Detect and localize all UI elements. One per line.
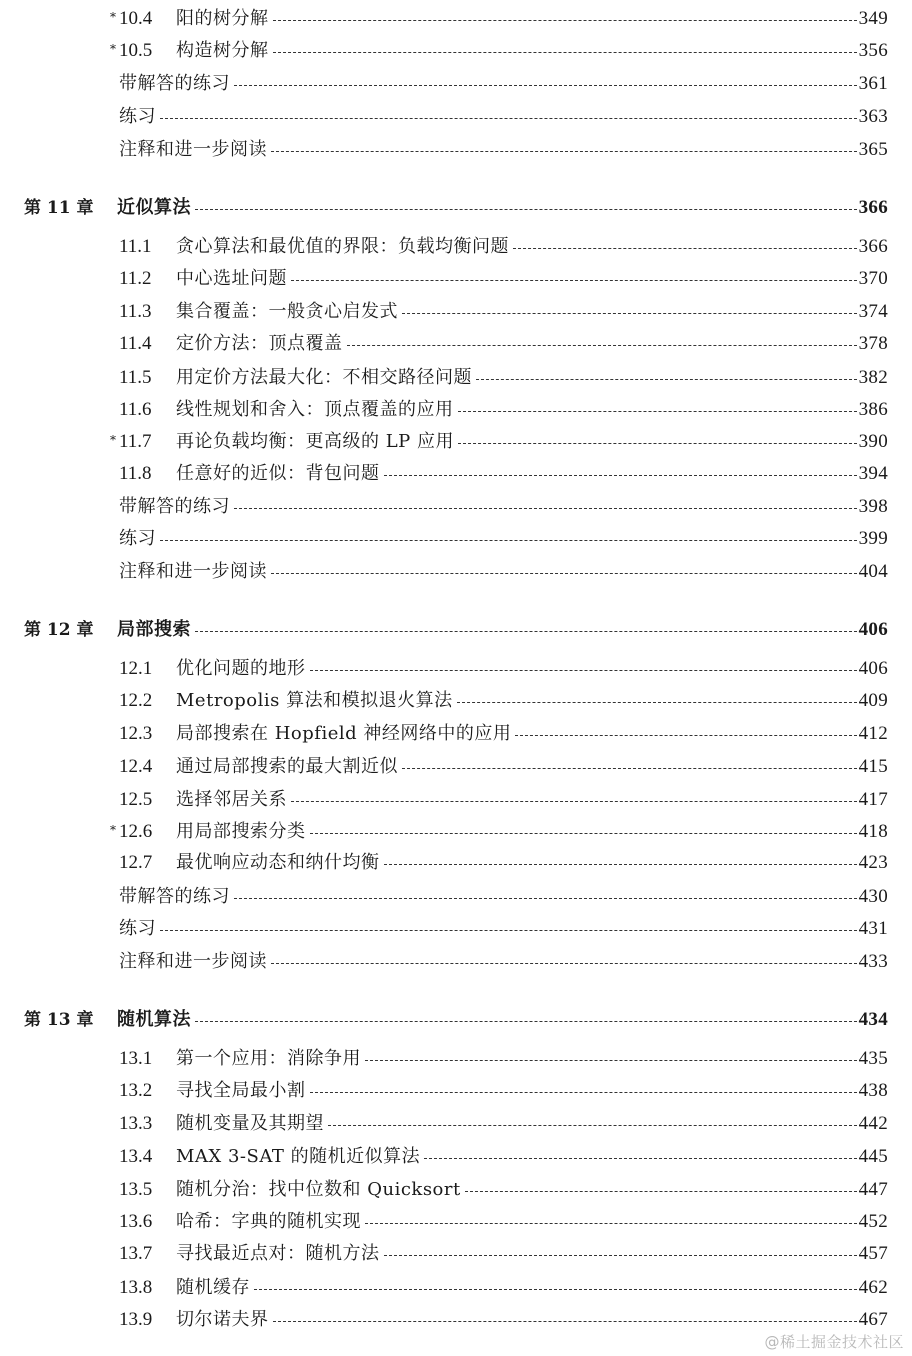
dot-leader [347,345,857,346]
dot-leader [271,573,857,574]
dot-leader [234,85,857,86]
entry-number: 13.6 [119,1211,153,1232]
entry-title: 注释和进一步阅读 [119,561,267,582]
entry-title: 任意好的近似：背包问题 [176,463,380,484]
page-number: 445 [858,1146,888,1167]
entry-title: 寻找最近点对：随机方法 [176,1243,380,1264]
entry-title: 优化问题的地形 [176,658,306,679]
entry-number: 13.1 [119,1048,153,1069]
entry-number: 13.7 [119,1243,153,1264]
toc-section-entry[interactable] [0,329,888,359]
page-number: 467 [858,1309,888,1330]
entry-title: 随机分治：找中位数和 Quicksort [176,1179,461,1200]
toc-section-entry[interactable] [0,719,888,749]
entry-number: 11.3 [119,301,152,322]
entry-number: 12.3 [119,723,153,744]
toc-misc-entry[interactable] [0,102,888,132]
page-number: 378 [858,333,888,354]
toc-section-entry[interactable] [0,264,888,294]
entry-title: 练习 [119,918,156,939]
entry-title: 最优响应动态和纳什均衡 [176,852,380,873]
dot-leader [271,151,857,152]
toc-misc-entry[interactable] [0,557,888,587]
watermark: @稀土掘金技术社区 [764,1333,904,1351]
optional-section-star-icon: * [110,823,116,837]
entry-title: 用定价方法最大化：不相交路径问题 [176,367,472,388]
page-number: 423 [858,852,888,873]
entry-title: 随机算法 [117,1009,191,1030]
toc-section-entry[interactable] [0,686,888,716]
entry-title: 线性规划和舍入：顶点覆盖的应用 [176,399,454,420]
dot-leader [365,1223,857,1224]
dot-leader [402,313,857,314]
entry-title: 近似算法 [117,197,191,218]
page-number: 452 [858,1211,888,1232]
page-number: 399 [858,528,888,549]
toc-section-entry[interactable] [0,36,888,66]
entry-number: 12.7 [119,852,153,873]
page-number: 349 [858,8,888,29]
entry-number: 11.4 [119,333,152,354]
toc-chapter-entry[interactable] [0,193,888,223]
toc-section-entry[interactable] [0,1044,888,1074]
entry-number: 第 11 章 [24,198,94,218]
toc-misc-entry[interactable] [0,69,888,99]
dot-leader [195,631,857,632]
page-number: 390 [858,431,888,452]
entry-title: 第一个应用：消除争用 [176,1048,361,1069]
toc-section-entry[interactable] [0,817,888,847]
page-number: 417 [858,789,888,810]
dot-leader [273,20,857,21]
dot-leader [310,1092,857,1093]
dot-leader [291,801,857,802]
toc-section-entry[interactable] [0,1207,888,1237]
entry-title: 集合覆盖：一般贪心启发式 [176,301,398,322]
entry-number: 10.4 [119,8,153,29]
entry-title: 局部搜索 [117,619,191,640]
toc-section-entry[interactable] [0,654,888,684]
toc-misc-entry[interactable] [0,914,888,944]
entry-number: 12.5 [119,789,153,810]
entry-number: 11.1 [119,236,152,257]
entry-title: 寻找全局最小割 [176,1080,306,1101]
entry-title: 中心选址问题 [176,268,287,289]
entry-number: 13.9 [119,1309,153,1330]
entry-title: 用局部搜索分类 [176,821,306,842]
optional-section-star-icon: * [110,42,116,56]
toc-section-entry[interactable] [0,1109,888,1139]
entry-number: 第 12 章 [24,620,94,640]
dot-leader [234,898,857,899]
entry-title: 贪心算法和最优值的界限：负载均衡问题 [176,236,509,257]
toc-section-entry[interactable] [0,395,888,425]
page-number: 365 [858,139,888,160]
page-number: 434 [858,1009,888,1030]
entry-number: 13.5 [119,1179,153,1200]
toc-section-entry[interactable] [0,1305,888,1335]
entry-number: 13.4 [119,1146,153,1167]
entry-title: 阳的树分解 [176,8,269,29]
toc-section-entry[interactable] [0,1142,888,1172]
page-number: 394 [858,463,888,484]
toc-chapter-entry[interactable] [0,1005,888,1035]
entry-number: 11.8 [119,463,152,484]
entry-title: 练习 [119,106,156,127]
toc-section-entry[interactable] [0,4,888,34]
page-number: 382 [858,367,888,388]
toc-misc-entry[interactable] [0,524,888,554]
page-number: 412 [858,723,888,744]
toc-section-entry[interactable] [0,363,888,393]
entry-number: 13.3 [119,1113,153,1134]
page-number: 447 [858,1179,888,1200]
dot-leader [291,280,857,281]
entry-number: 12.6 [119,821,153,842]
dot-leader [195,1021,857,1022]
dot-leader [476,379,857,380]
toc-section-entry[interactable] [0,427,888,457]
page-number: 370 [858,268,888,289]
dot-leader [273,1321,857,1322]
entry-title: 练习 [119,528,156,549]
toc-section-entry[interactable] [0,848,888,878]
entry-title: 带解答的练习 [119,73,230,94]
dot-leader [465,1191,857,1192]
entry-title: 切尔诺夫界 [176,1309,269,1330]
toc-section-entry[interactable] [0,1273,888,1303]
entry-title: Metropolis 算法和模拟退火算法 [176,690,453,711]
dot-leader [254,1289,857,1290]
entry-title: 局部搜索在 Hopfield 神经网络中的应用 [176,723,512,744]
page-number: 356 [858,40,888,61]
dot-leader [310,833,857,834]
optional-section-star-icon: * [110,10,116,24]
page-number: 430 [858,886,888,907]
page-number: 366 [858,236,888,257]
toc-section-entry[interactable] [0,232,888,262]
entry-title: MAX 3-SAT 的随机近似算法 [176,1146,421,1167]
page-number: 374 [858,301,888,322]
entry-number: 12.2 [119,690,153,711]
dot-leader [384,1255,857,1256]
dot-leader [515,735,856,736]
dot-leader [402,768,857,769]
entry-title: 再论负载均衡：更高级的 LP 应用 [176,431,455,452]
toc-section-entry[interactable] [0,785,888,815]
page-number: 363 [858,106,888,127]
page-number: 457 [858,1243,888,1264]
optional-section-star-icon: * [110,433,116,447]
entry-title: 构造树分解 [176,40,269,61]
dot-leader [384,864,857,865]
dot-leader [458,411,857,412]
page-number: 406 [858,619,888,640]
dot-leader [160,118,857,119]
dot-leader [195,209,857,210]
dot-leader [328,1125,857,1126]
dot-leader [424,1158,857,1159]
entry-number: 11.2 [119,268,152,289]
entry-title: 选择邻居关系 [176,789,287,810]
entry-title: 通过局部搜索的最大割近似 [176,756,398,777]
page-number: 386 [858,399,888,420]
entry-number: 11.6 [119,399,152,420]
page-number: 462 [858,1277,888,1298]
toc-section-entry[interactable] [0,297,888,327]
dot-leader [365,1060,857,1061]
dot-leader [458,443,857,444]
entry-number: 第 13 章 [24,1010,94,1030]
page-number: 398 [858,496,888,517]
page-number: 435 [858,1048,888,1069]
page-number: 442 [858,1113,888,1134]
entry-title: 哈希：字典的随机实现 [176,1211,361,1232]
dot-leader [160,540,857,541]
entry-number: 11.5 [119,367,152,388]
toc-section-entry[interactable] [0,459,888,489]
page-number: 418 [858,821,888,842]
page-number: 431 [858,918,888,939]
dot-leader [457,702,857,703]
entry-number: 13.2 [119,1080,153,1101]
dot-leader [273,52,857,53]
page-number: 404 [858,561,888,582]
page-number: 433 [858,951,888,972]
toc-section-entry[interactable] [0,1076,888,1106]
page-number: 415 [858,756,888,777]
toc-section-entry[interactable] [0,752,888,782]
page-number: 406 [858,658,888,679]
entry-number: 13.8 [119,1277,153,1298]
page-number: 366 [858,197,888,218]
entry-title: 带解答的练习 [119,496,230,517]
dot-leader [310,670,857,671]
entry-title: 带解答的练习 [119,886,230,907]
entry-title: 随机缓存 [176,1277,250,1298]
dot-leader [513,248,857,249]
entry-number: 11.7 [119,431,152,452]
dot-leader [234,508,857,509]
entry-number: 12.1 [119,658,153,679]
page-number: 438 [858,1080,888,1101]
entry-title: 定价方法：顶点覆盖 [176,333,343,354]
toc-misc-entry[interactable] [0,492,888,522]
page-number: 409 [858,690,888,711]
toc-section-entry[interactable] [0,1175,888,1205]
entry-number: 12.4 [119,756,153,777]
dot-leader [160,930,857,931]
entry-number: 10.5 [119,40,153,61]
dot-leader [384,475,857,476]
toc-misc-entry[interactable] [0,882,888,912]
entry-title: 注释和进一步阅读 [119,951,267,972]
page-number: 361 [858,73,888,94]
toc-misc-entry[interactable] [0,135,888,165]
toc-misc-entry[interactable] [0,947,888,977]
entry-title: 注释和进一步阅读 [119,139,267,160]
dot-leader [271,963,857,964]
toc-chapter-entry[interactable] [0,615,888,645]
entry-title: 随机变量及其期望 [176,1113,324,1134]
toc-section-entry[interactable] [0,1239,888,1269]
